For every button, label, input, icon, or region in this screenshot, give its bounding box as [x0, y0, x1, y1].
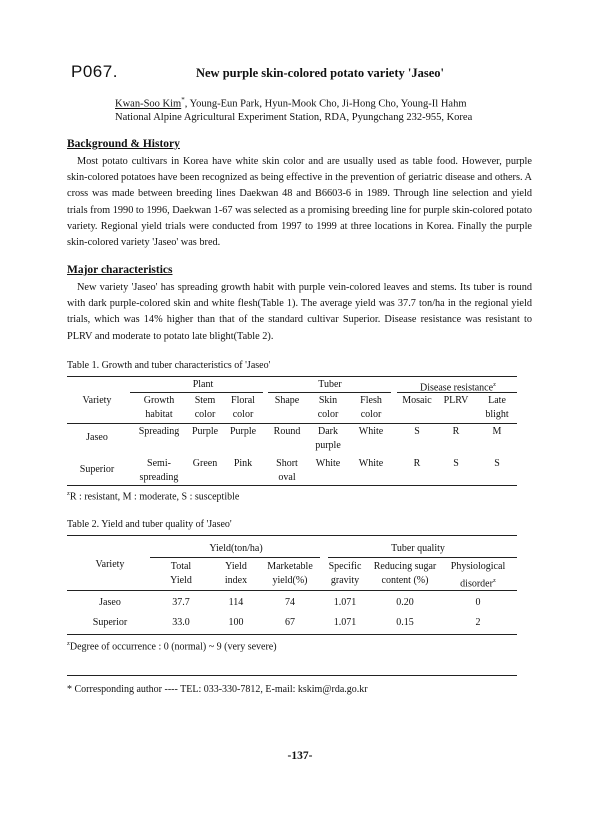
table2-cell [476, 616, 481, 629]
abstract-code: P067. [71, 62, 118, 81]
table2-cell [229, 616, 244, 629]
table1-col-header-text: Floral [231, 395, 255, 406]
table1-group-tuber-text: Tuber [318, 379, 342, 390]
table1-cell-text: Green [192, 458, 218, 469]
table2-group-yield-text: Yield(ton/ha) [209, 543, 263, 554]
table2-cell [285, 596, 295, 609]
table1-col-header-text: Stem [194, 395, 216, 406]
table2-cell-text: 0 [475, 597, 481, 608]
table1-col-header-text: Mosaic [402, 395, 432, 406]
table2-row-variety-text: Superior [92, 617, 128, 628]
table2-header-rule [67, 590, 517, 591]
table1-cell-text: Purple [191, 426, 219, 437]
table1-cell-text: M [492, 426, 502, 437]
major-characteristics-heading: Major characteristics [67, 264, 173, 276]
table2-cell-text: 100 [228, 617, 244, 628]
table2-col-header [451, 560, 505, 573]
table2-cell [172, 596, 190, 609]
footer-divider [67, 675, 517, 676]
table1-col-header-text: blight [485, 409, 509, 420]
table2-col-header-text: Yield [225, 561, 247, 572]
table1-col-variety-text: Variety [82, 395, 112, 406]
table2-cell-text: 33.0 [172, 617, 190, 628]
table2-bottom-rule [67, 634, 517, 635]
table2-cell-text: 0.20 [396, 597, 414, 608]
table1-col-header-text: PLRV [443, 395, 469, 406]
footnote-text: Degree of occurrence : 0 (normal) ~ 9 (very severe) [69, 641, 277, 653]
table1-col-header-text: Shape [274, 395, 300, 406]
table2-cell [285, 616, 295, 629]
table1-caption: Table 1. Growth and tuber characteristics of 'Jaseo' [67, 360, 271, 371]
table2-col-header-text: Specific [328, 561, 362, 572]
table2-cell-text: 1.071 [333, 597, 357, 608]
superscript-mark: z [492, 577, 496, 584]
table2-cell [334, 616, 357, 629]
footnote-text: R : resistant, M : moderate, S : susceptible [69, 491, 240, 503]
table2-cell-text: 2 [475, 617, 481, 628]
table2-group-quality [391, 542, 445, 555]
table1-cell-text: spreading [139, 472, 179, 483]
table1-col-header-text: Flesh [360, 395, 382, 406]
table2-col-header [331, 574, 359, 587]
table1-cell-text: Spreading [138, 426, 180, 437]
table2-col-header [374, 560, 437, 573]
table2-col-header-text: yield(%) [272, 575, 308, 586]
table1-cell-text: purple [315, 440, 341, 451]
table1-col-header-text: Late [488, 395, 506, 406]
table2-cell [476, 596, 481, 609]
table1-cell-text: Round [273, 426, 301, 437]
table1-group-plant-text: Plant [192, 379, 214, 390]
table2-col-header [170, 574, 192, 587]
table1-col-header-text: color [232, 409, 254, 420]
table2-col-header [225, 560, 247, 573]
table2-cell-text: 114 [228, 597, 244, 608]
page-number: -137- [287, 750, 313, 762]
table2-yield-rule [150, 557, 320, 558]
table2-cell [334, 596, 357, 609]
background-heading: Background & History [67, 138, 180, 150]
table2-top-rule [67, 535, 517, 536]
table1-row-variety-text: Jaseo [86, 432, 108, 443]
table2-col-header-text: Marketable [267, 561, 313, 572]
table1-col-header-text: color [317, 409, 339, 420]
table1-cell-text: oval [278, 472, 296, 483]
table2-row-variety [93, 616, 127, 629]
footnote-mark: z [67, 490, 70, 497]
background-paragraph: Most potato cultivars in Korea have white skin color and are usually used as table food. However, purple skin-colored potatoes have been recognized as being effective in the prevention of geriatric disease and others. A cross was made between breeding lines Daekwan 48 and B6603-6 in 1989. Through line selection and yield trials from 1990 to 1996, Daekwan 1-67 was selected as a promising breeding line for purple skin-colored potato variety. Regional yield trials were conducted from 1997 to 1999 at three locations in Korea. Finally the purple skin-colored variety 'Jaseo' was bred. [67, 156, 532, 249]
table1-row-variety-text: Superior [79, 464, 115, 475]
table2-cell-text: 1.071 [333, 617, 357, 628]
table1-cell-text: White [358, 458, 384, 469]
table2-col-header-text: Physiological [450, 561, 506, 572]
footnote-mark: z [67, 640, 70, 647]
table2-col-header [329, 560, 362, 573]
table2-group-quality-text: Tuber quality [391, 543, 445, 554]
table2-col-header-text: content (%) [381, 575, 429, 586]
table2-col-header [171, 560, 191, 573]
table2-cell-text: 37.7 [172, 597, 190, 608]
table1-cell-text: Dark [318, 426, 338, 437]
corresponding-author-name: Kwan-Soo Kim [115, 98, 182, 110]
table1-cell-text: S [453, 458, 459, 469]
table2-col-variety [96, 558, 125, 571]
table2-col-header-text: Yield [170, 575, 192, 586]
table1-cell-text: S [494, 458, 500, 469]
table2-row-variety [99, 596, 121, 609]
coauthors: , Young-Eun Park, Hyun-Mook Cho, Ji-Hong Cho, Young-Il Hahm [184, 98, 467, 110]
table2-cell [172, 616, 190, 629]
table2-col-header [273, 574, 308, 587]
table1-cell-text: White [358, 426, 384, 437]
table2-col-header-text: gravity [330, 575, 360, 586]
table1-cell-text: Purple [229, 426, 257, 437]
superscript-mark: z [493, 381, 496, 388]
table2-footnote [67, 640, 277, 652]
paper-title: New purple skin-colored potato variety 'Jaseo' [195, 66, 445, 80]
table2-cell [396, 596, 414, 609]
table2-cell [396, 616, 414, 629]
table2-cell [229, 596, 244, 609]
table1-cell-text: R [413, 458, 421, 469]
table1-col-header-text: Skin [318, 395, 338, 406]
table1-cell-text: White [315, 458, 341, 469]
table1-group-disease-text: Disease resistance [420, 382, 494, 394]
table2-col-header [267, 560, 313, 573]
corresponding-info: * Corresponding author ---- TEL: 033-330-7812, E-mail: kskim@rda.go.kr [67, 684, 368, 695]
table1-col-header-text: color [194, 409, 216, 420]
table2-col-header-text: Total [170, 561, 192, 572]
table1-cell-text: S [414, 426, 420, 437]
corresponding-mark: * [181, 96, 185, 104]
table2-col-header [225, 574, 247, 587]
table2-col-header-text: disorder [460, 578, 493, 590]
table2-cell-text: 0.15 [396, 617, 414, 628]
table2-col-variety-text: Variety [95, 559, 125, 570]
table2-cell-text: 74 [285, 597, 295, 608]
table2-quality-rule [328, 557, 517, 558]
table2-cell-text: 67 [285, 617, 295, 628]
table2-caption: Table 2. Yield and tuber quality of 'Jaseo' [67, 519, 232, 530]
table1-cell-text: Short [276, 458, 298, 469]
table2-group-yield [209, 542, 262, 555]
table2-col-header-text: index [224, 575, 248, 586]
table1-cell-text: Semi- [147, 458, 171, 469]
table2-col-header-text: Reducing sugar [373, 561, 437, 572]
affiliation: National Alpine Agricultural Experiment Station, RDA, Pyungchang 232-955, Korea [115, 112, 473, 123]
table1-cell-text: R [452, 426, 460, 437]
table1-col-header-text: habitat [145, 409, 173, 420]
table2-col-header [460, 574, 496, 590]
table1-cell-text: Pink [233, 458, 253, 469]
table2-row-variety-text: Jaseo [99, 597, 121, 608]
major-characteristics-paragraph: New variety 'Jaseo' has spreading growth habit with purple vein-colored leaves and stems. Its tuber is round with dark purple-colored skin and white flesh(Table 1). The average yield was 37.7 ton/ha in the regional yield trials, which was 14% higher than that of the standard cultivar Superior. Disease resistance was resistant to PLRV and moderate to potato late blight(Table 2). [67, 282, 532, 342]
table2-col-header [382, 574, 429, 587]
table1-col-header-text: color [360, 409, 382, 420]
table1-col-header-text: Growth [143, 395, 175, 406]
